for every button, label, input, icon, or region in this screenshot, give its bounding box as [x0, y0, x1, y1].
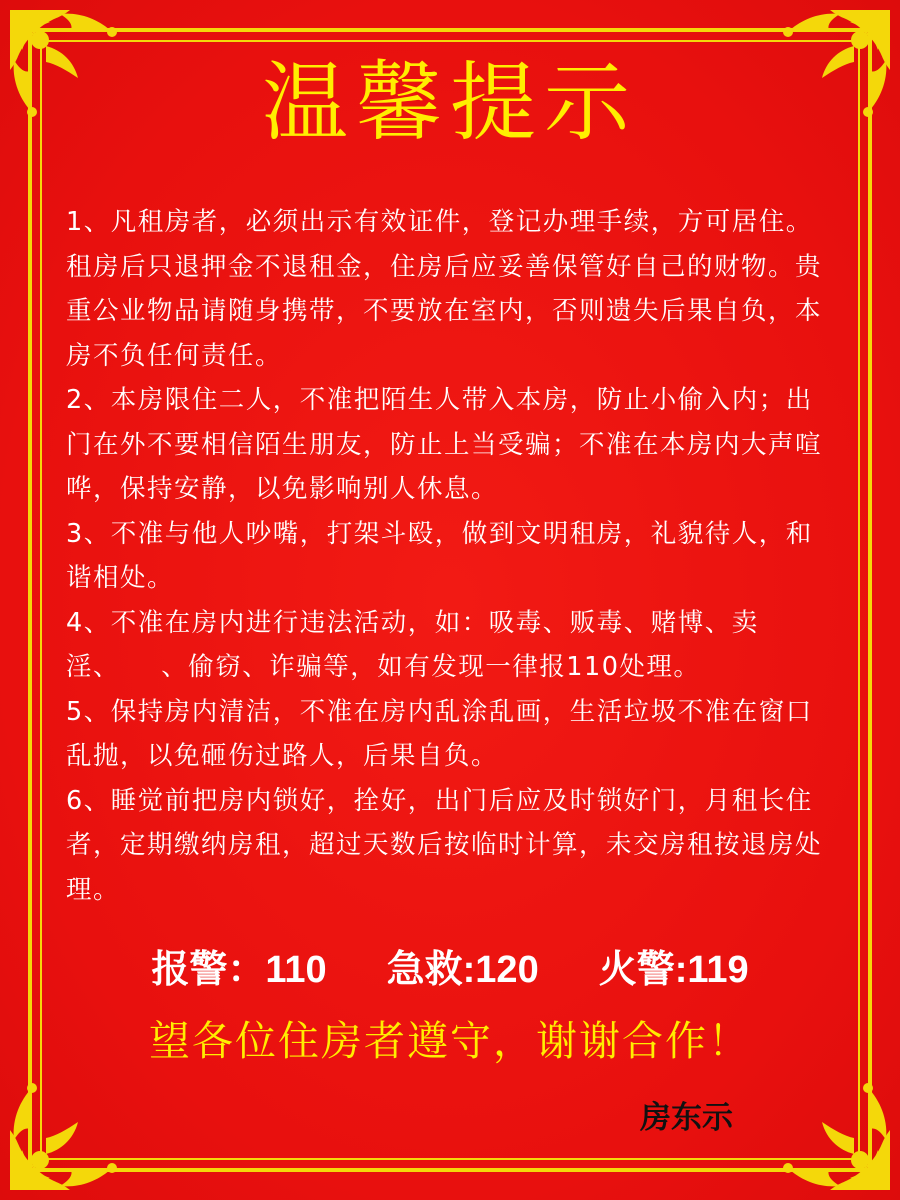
emergency-numbers — [0, 938, 900, 993]
rule-item: 1、凡租房者，必须出示有效证件，登记办理手续，方可居住。租房后只退押金不退租金，住房后应妥善保管好自己的财物。贵重公业物品请随身携带，不要放在室内，否则遗失后果自负，本房不负任何责任。 — [66, 207, 823, 371]
rule-item: 6、睡觉前把房内锁好，拴好，出门后应及时锁好门，月租长住者，定期缴纳房租，超过天数后按临时计算，未交房租按退房处理。 — [66, 785, 823, 905]
landlord-signature: 房东示 — [640, 1100, 733, 1136]
police-number: 报警：110 — [151, 949, 327, 991]
corner-ornament-icon — [0, 1070, 130, 1200]
rule-item: 2、本房限住二人，不准把陌生人带入本房，防止小偷入内；出门在外不要相信陌生朋友，防止上当受骗；不准在本房内大声喧哗，保持安静，以免影响别人休息。 — [66, 385, 823, 504]
rule-item: 5、保持房内清洁，不准在房内乱涂乱画，生活垃圾不准在窗口乱抛，以免砸伤过路人，后果自负。 — [66, 696, 813, 771]
rule-item: 3、不准与他人吵嘴，打架斗殴，做到文明租房，礼貌待人，和谐相处。 — [66, 518, 813, 593]
corner-ornament-icon — [770, 1070, 900, 1200]
rule-item: 4、不准在房内进行违法活动，如：吸毒、贩毒、赌博、卖淫、 、偷窃、诈骗等，如有发现一律报110处理。 — [66, 607, 759, 682]
rules-list — [66, 200, 838, 912]
ambulance-number: 急救:120 — [386, 949, 539, 991]
fire-number: 火警:119 — [598, 949, 749, 991]
notice-title: 温馨提示 — [262, 53, 638, 153]
closing-message: 望各位住房者遵守，谢谢合作！ — [149, 1017, 751, 1065]
